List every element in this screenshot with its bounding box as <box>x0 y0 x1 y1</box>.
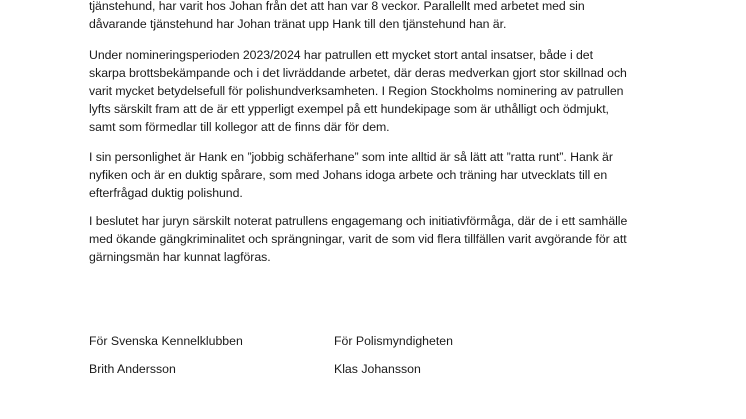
text-line: I beslutet har juryn särskilt noterat patrullens engagemang och initiativförmåga, där de i ett samhälle <box>89 214 628 228</box>
text-line: efterfrågad duktig polishund. <box>89 186 243 200</box>
text-line: lyfts särskilt fram att de är ett ypperligt exempel på ett hundekipage som är uthålligt och ödmjukt, <box>89 102 609 116</box>
text-line: skarpa brottsbekämpande och i det livräddande arbetet, där deras medverkan gjort stor skillnad och <box>89 66 627 80</box>
paragraph-dog-background <box>89 0 585 33</box>
text-line: Under nomineringsperioden 2023/2024 har patrullen ett mycket stort antal insatser, både i det <box>89 48 593 62</box>
signature-name-right: Klas Johansson <box>334 362 421 376</box>
text-line: varit mycket betydelsefull för polishundverksamheten. I Region Stockholms nominering av patrullen <box>89 84 624 98</box>
text-line: tjänstehund, har varit hos Johan från det att han var 8 veckor. Parallellt med arbetet med sin <box>89 0 585 13</box>
text-line: nyfiken och är en duktig spårare, som med Johans idoga arbete och träning har utvecklats till en <box>89 168 608 182</box>
signature-name-left: Brith Andersson <box>89 362 176 376</box>
paragraph-personality <box>89 148 613 202</box>
text-line: samt som förmedlar till kollegor att de finns där för dem. <box>89 120 390 134</box>
text-line: med ökande gängkriminalitet och sprängningar, varit de som vid flera tillfällen varit avgörande för att <box>89 232 627 246</box>
paragraph-nomination-period <box>89 46 627 136</box>
signature-organization-polismyndigheten: För Polismyndigheten <box>334 334 453 348</box>
text-line: gärningsmän har kunnat lagföras. <box>89 250 271 264</box>
text-line: dåvarande tjänstehund har Johan tränat upp Hank till den tjänstehund han är. <box>89 17 507 31</box>
signature-organization-kennelklubben: För Svenska Kennelklubben <box>89 334 243 348</box>
text-line: I sin personlighet är Hank en ”jobbig schäferhane” som inte alltid är så lätt att ”ratta runt”. Hank är <box>89 150 613 164</box>
paragraph-jury-decision <box>89 212 627 266</box>
